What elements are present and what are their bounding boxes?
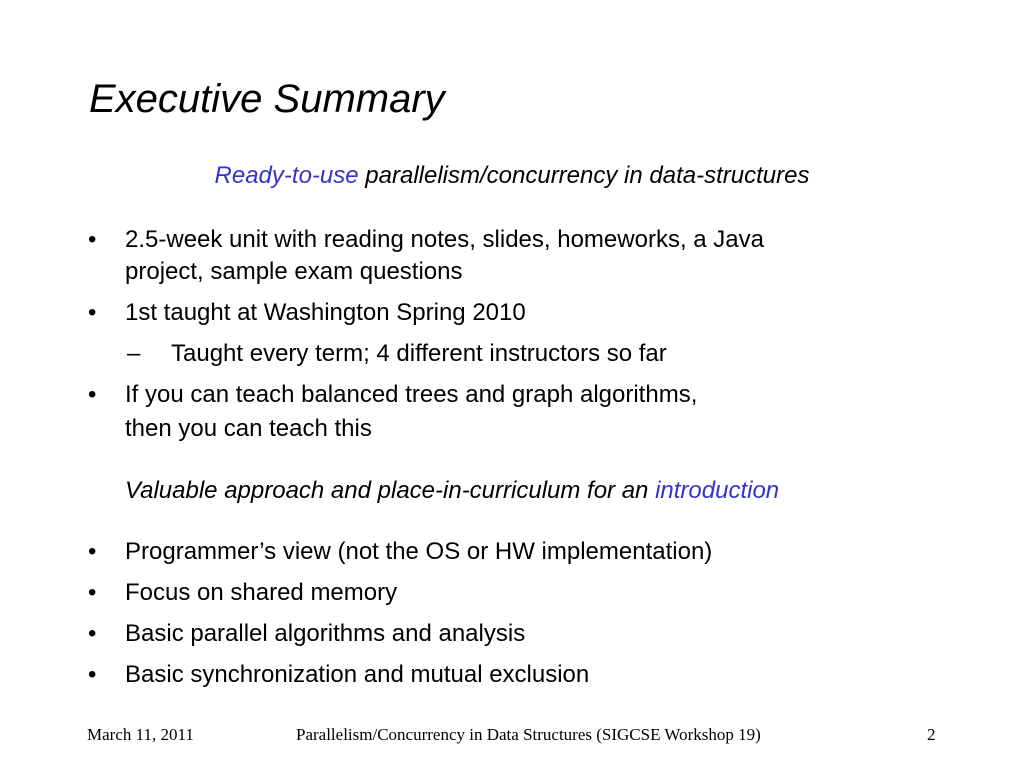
bullet-text-line: If you can teach balanced trees and graph algorithms, — [125, 381, 698, 408]
bullet-marker: • — [88, 620, 97, 647]
bullet-marker: • — [88, 538, 97, 565]
bullet-marker: • — [88, 226, 97, 253]
footer-date: March 11, 2011 — [87, 725, 194, 744]
footer-title: Parallelism/Concurrency in Data Structures (SIGCSE Workshop 19) — [296, 725, 761, 744]
italic-statement-text: Valuable approach and place-in-curriculum for an — [125, 477, 656, 504]
bullet-text-line: Basic parallel algorithms and analysis — [125, 620, 526, 647]
footer-page-number: 2 — [927, 725, 936, 744]
sub-bullet-text: Taught every term; 4 different instructors so far — [171, 340, 667, 367]
slide-subtitle — [0, 160, 1024, 192]
bullet-marker: • — [88, 661, 97, 688]
bullet-text-line: Focus on shared memory — [125, 579, 398, 606]
subtitle-accent: Ready-to-use — [214, 162, 359, 189]
bullet-marker: • — [88, 579, 97, 606]
bullet-text-line: 1st taught at Washington Spring 2010 — [125, 299, 526, 326]
italic-statement-accent: introduction — [655, 477, 780, 504]
italic-statement — [125, 475, 779, 507]
subtitle-rest: parallelism/concurrency in data-structures — [358, 162, 810, 189]
sub-bullet-marker: – — [127, 340, 141, 367]
bullet-marker: • — [88, 381, 97, 408]
bullet-marker: • — [88, 299, 97, 326]
bullet-text-line: Programmer’s view (not the OS or HW implementation) — [125, 538, 713, 565]
bullet-text-line: project, sample exam questions — [125, 258, 463, 285]
bullet-text-line: 2.5-week unit with reading notes, slides, homeworks, a Java — [125, 226, 764, 253]
slide-title: Executive Summary — [89, 77, 445, 121]
bullet-text-line: then you can teach this — [125, 415, 372, 442]
bullet-text-line: Basic synchronization and mutual exclusion — [125, 661, 590, 688]
